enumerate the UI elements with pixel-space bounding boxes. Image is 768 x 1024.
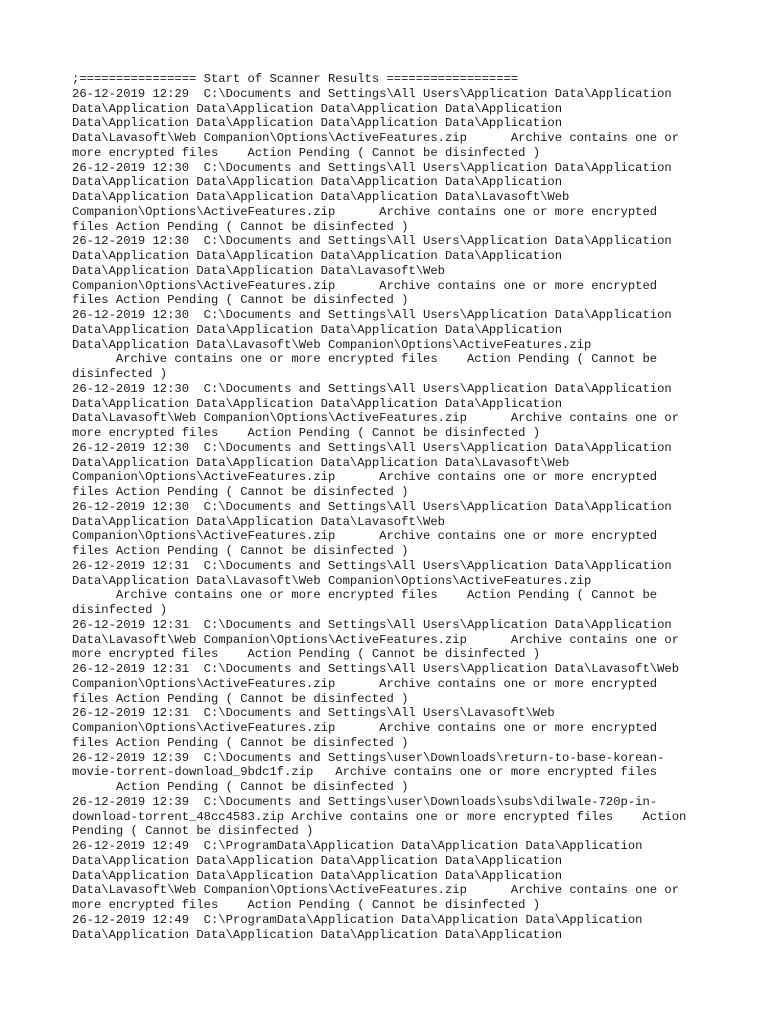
log-line: 26-12-2019 12:49 C:\ProgramData\Application Data\Application Data\Application [72,912,643,927]
log-line: Archive contains one or more encrypted files Action Pending ( Cannot be [72,588,658,603]
log-line: 26-12-2019 12:30 C:\Documents and Settings\All Users\Application Data\Application [72,381,672,396]
log-line: movie-torrent-download_9bdc1f.zip Archive contains one or more encrypted files [72,765,658,780]
log-line: Data\Application Data\Application Data\Application Data\Application [72,853,563,868]
log-line: Data\Application Data\Application Data\Application Data\Lavasoft\Web [72,455,570,470]
log-line: Pending ( Cannot be disinfected ) [72,824,314,839]
log-line: 26-12-2019 12:30 C:\Documents and Settings\All Users\Application Data\Application [72,160,672,175]
log-line: 26-12-2019 12:39 C:\Documents and Settings\user\Downloads\return-to-base-korean- [72,750,665,765]
log-line: Companion\Options\ActiveFeatures.zip Archive contains one or more encrypted [72,676,658,691]
log-line: 26-12-2019 12:39 C:\Documents and Settings\user\Downloads\subs\dilwale-720p-in- [72,794,658,809]
scanner-results-log [72,72,712,942]
log-line: more encrypted files Action Pending ( Cannot be disinfected ) [72,898,541,912]
log-line: 26-12-2019 12:31 C:\Documents and Settings\All Users\Application Data\Application [72,617,672,632]
log-line: Data\Application Data\Application Data\Application Data\Application [72,868,563,883]
log-line: Data\Application Data\Application Data\Application Data\Application [72,175,563,190]
log-line: Data\Application Data\Application Data\Application Data\Application [72,396,563,411]
log-line: files Action Pending ( Cannot be disinfected ) [72,293,409,308]
log-line: Companion\Options\ActiveFeatures.zip Archive contains one or more encrypted [72,470,658,485]
log-line: more encrypted files Action Pending ( Cannot be disinfected ) [72,426,541,440]
log-line: Data\Application Data\Application Data\Application Data\Application [72,101,563,116]
log-line: 26-12-2019 12:31 C:\Documents and Settings\All Users\Application Data\Lavasoft\Web [72,662,680,676]
log-line: files Action Pending ( Cannot be disinfected ) [72,735,409,750]
log-line: 26-12-2019 12:30 C:\Documents and Settings\All Users\Application Data\Application [72,308,672,322]
log-line: Data\Lavasoft\Web Companion\Options\ActiveFeatures.zip Archive contains one or [72,411,680,426]
log-line: Data\Application Data\Application Data\Application Data\Lavasoft\Web [72,190,570,204]
log-line: 26-12-2019 12:30 C:\Documents and Settings\All Users\Application Data\Application [72,234,672,249]
log-line: 26-12-2019 12:29 C:\Documents and Settings\All Users\Application Data\Application [72,86,672,101]
log-line: 26-12-2019 12:31 C:\Documents and Settings\All Users\Application Data\Application [72,558,672,573]
log-line: more encrypted files Action Pending ( Cannot be disinfected ) [72,145,541,160]
log-line: Companion\Options\ActiveFeatures.zip Archive contains one or more encrypted [72,204,658,219]
log-line: 26-12-2019 12:31 C:\Documents and Settings\All Users\Lavasoft\Web [72,706,555,721]
log-line: Companion\Options\ActiveFeatures.zip Archive contains one or more encrypted [72,278,658,293]
log-line: disinfected ) [72,603,168,617]
log-line: 26-12-2019 12:30 C:\Documents and Settings\All Users\Application Data\Application [72,499,672,514]
log-line: Data\Application Data\Application Data\Lavasoft\Web [72,263,445,278]
log-line: Data\Application Data\Application Data\Application Data\Application [72,116,563,131]
log-line: Companion\Options\ActiveFeatures.zip Archive contains one or more encrypted [72,721,658,735]
log-line: Data\Application Data\Lavasoft\Web Companion\Options\ActiveFeatures.zip [72,337,592,352]
log-line: Action Pending ( Cannot be disinfected ) [72,780,409,794]
log-line: Archive contains one or more encrypted files Action Pending ( Cannot be [72,352,658,367]
log-line: Data\Application Data\Lavasoft\Web Companion\Options\ActiveFeatures.zip [72,573,592,588]
log-line: download-torrent_48cc4583.zip Archive contains one or more encrypted files Action [72,809,687,824]
log-line: Data\Lavasoft\Web Companion\Options\ActiveFeatures.zip Archive contains one or [72,131,680,145]
log-line: files Action Pending ( Cannot be disinfected ) [72,544,409,558]
log-line: more encrypted files Action Pending ( Cannot be disinfected ) [72,647,541,662]
log-line: 26-12-2019 12:30 C:\Documents and Settings\All Users\Application Data\Application [72,440,672,455]
log-line: Companion\Options\ActiveFeatures.zip Archive contains one or more encrypted [72,529,658,544]
log-line: files Action Pending ( Cannot be disinfected ) [72,691,409,706]
log-line: Data\Application Data\Application Data\Application Data\Application [72,322,563,337]
log-line: Data\Application Data\Application Data\Lavasoft\Web [72,514,445,529]
log-line: Data\Application Data\Application Data\Application Data\Application [72,927,563,942]
log-line: Data\Lavasoft\Web Companion\Options\ActiveFeatures.zip Archive contains one or [72,632,680,647]
log-header-line: ;================ Start of Scanner Results ================== [72,72,519,86]
log-line: files Action Pending ( Cannot be disinfected ) [72,485,409,499]
document-page [72,72,712,952]
log-line: disinfected ) [72,367,168,381]
log-line: Data\Application Data\Application Data\Application Data\Application [72,249,563,263]
log-line: 26-12-2019 12:49 C:\ProgramData\Application Data\Application Data\Application [72,839,643,853]
log-line: files Action Pending ( Cannot be disinfected ) [72,219,409,234]
log-line: Data\Lavasoft\Web Companion\Options\ActiveFeatures.zip Archive contains one or [72,883,680,898]
